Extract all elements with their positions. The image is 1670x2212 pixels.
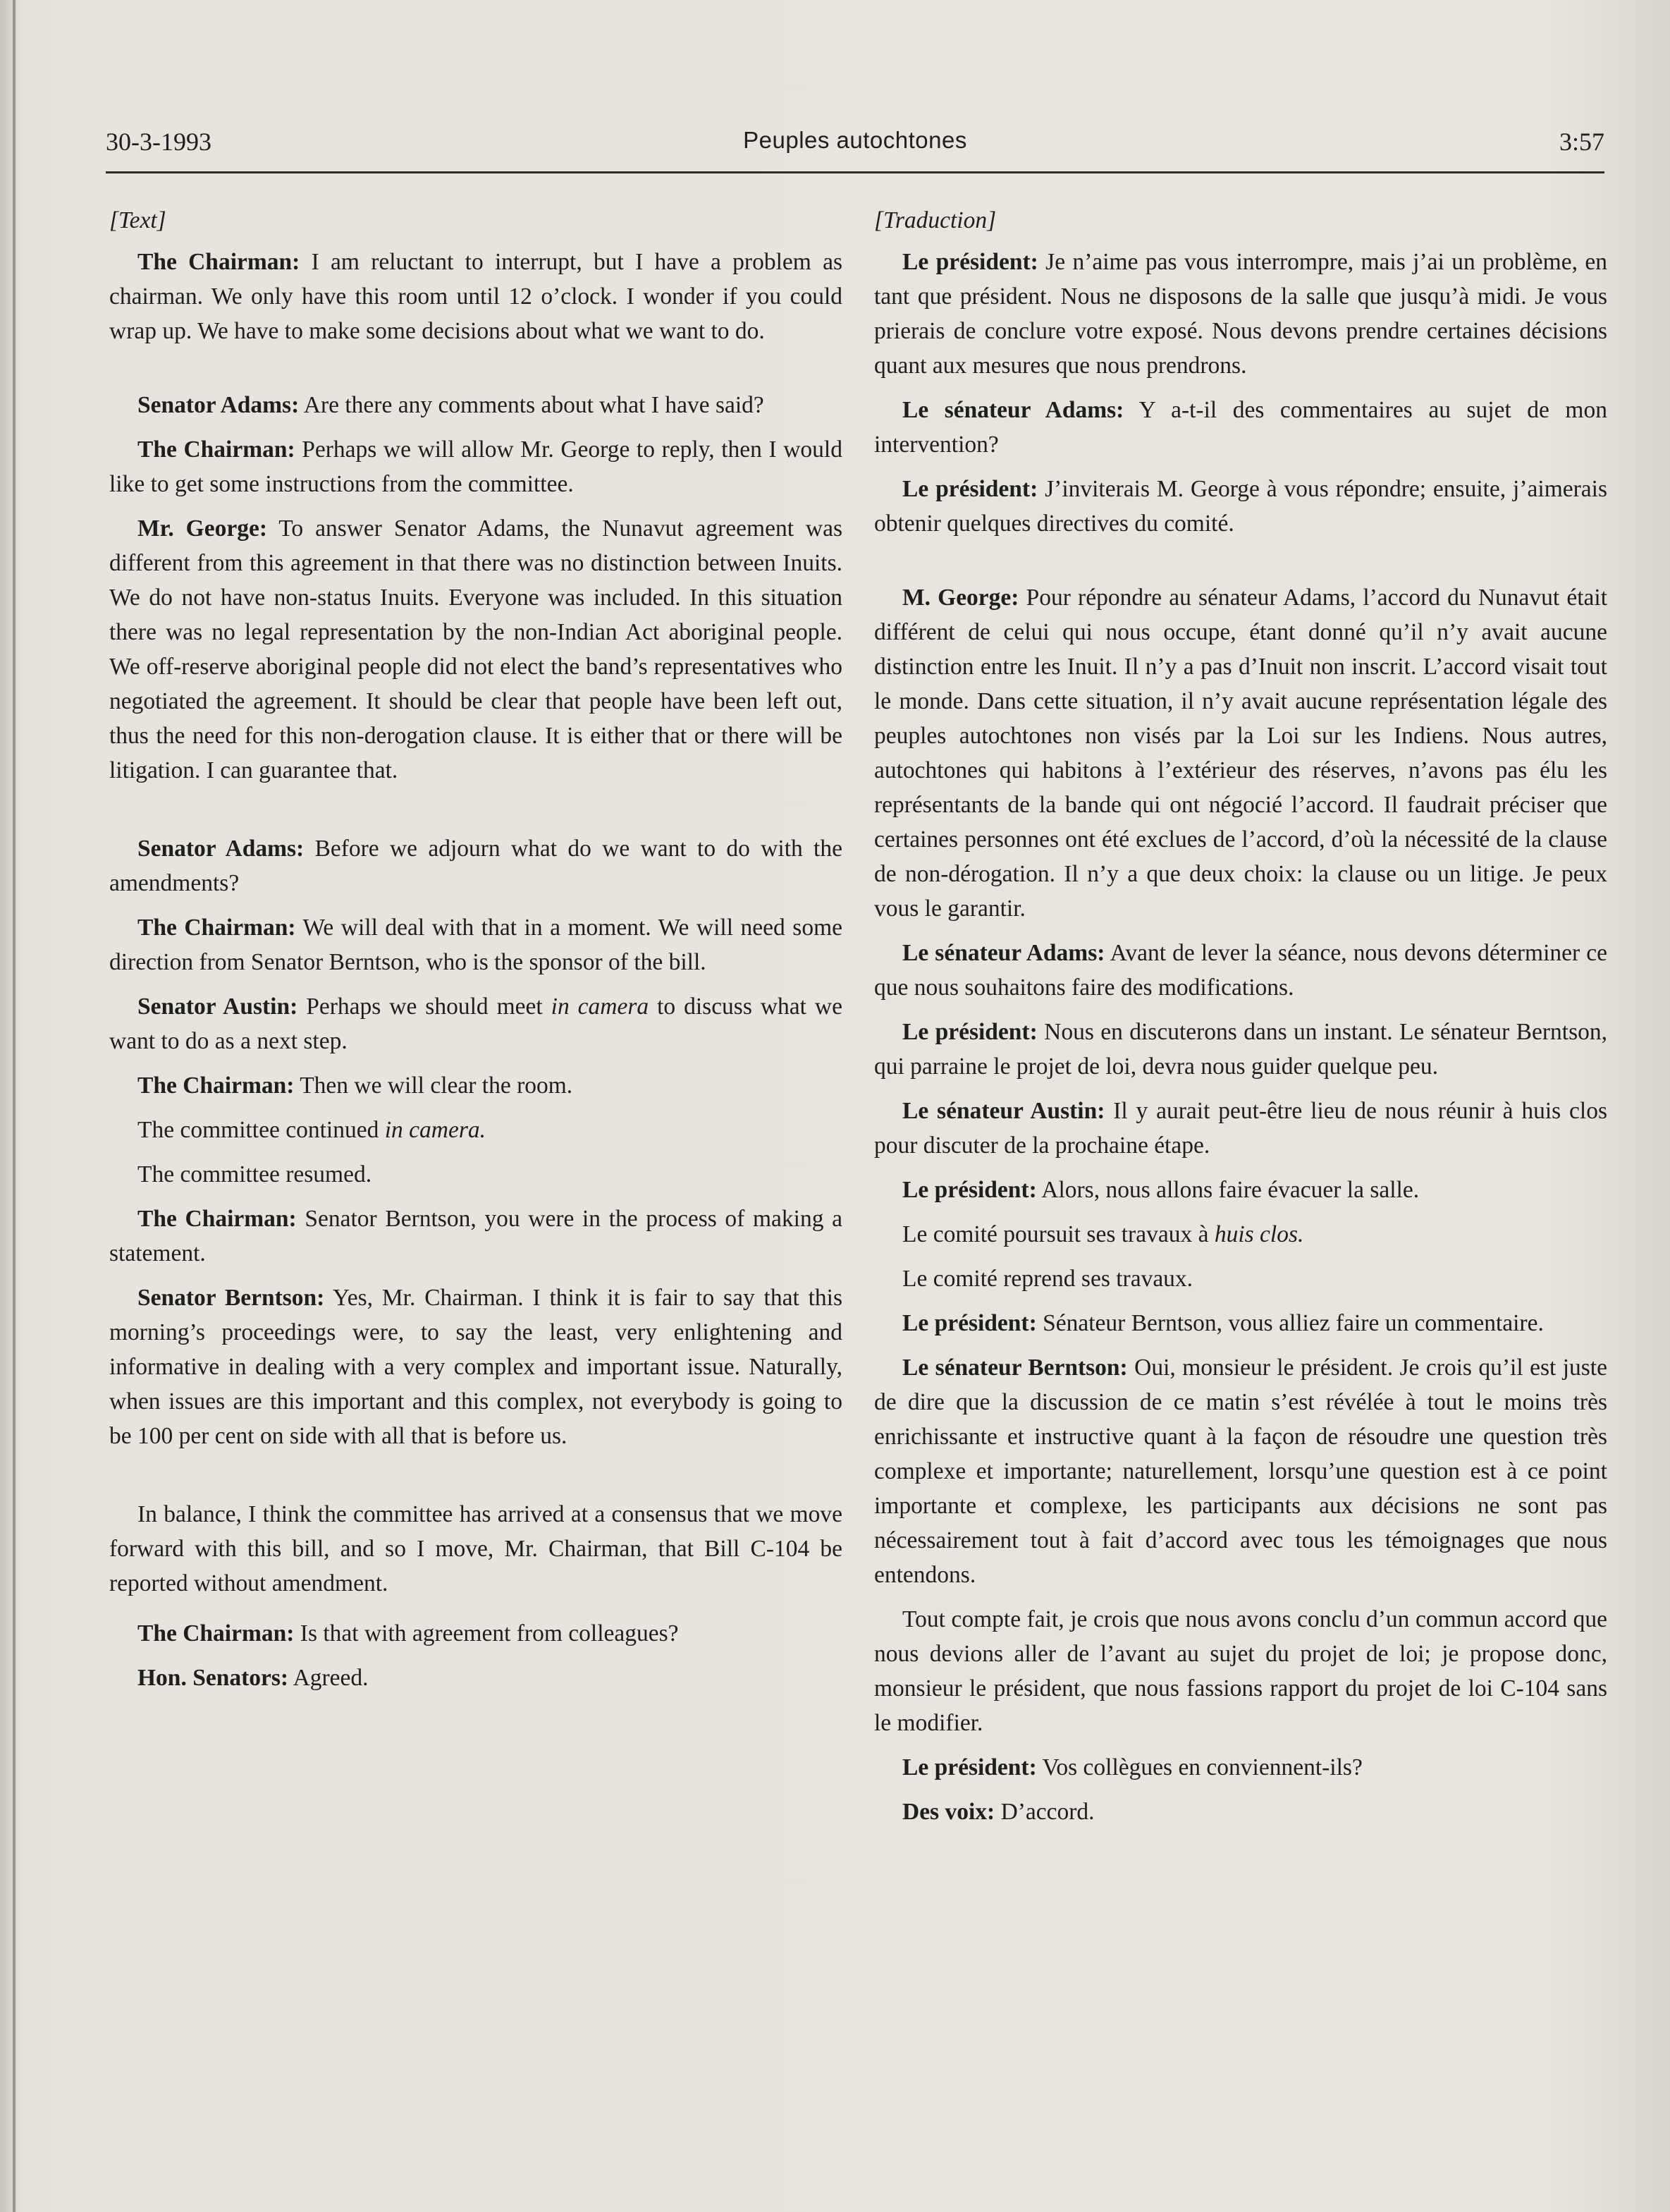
statement-text: Senator Berntson, you were in the process of making a statement.	[109, 1206, 842, 1266]
statement-text: Tout compte fait, je crois que nous avons conclu d’un commun accord que nous devions aller de l’avant au sujet du projet de loi; je propose donc, monsieur le président, que nous fassions rapport du projet de loi C-104 sans le modifier.	[874, 1606, 1607, 1736]
page-header	[106, 127, 1604, 169]
statement	[109, 910, 842, 979]
statement	[874, 1173, 1607, 1207]
statement	[109, 432, 842, 501]
speaker-name: The Chairman:	[137, 1620, 295, 1646]
statement	[109, 388, 842, 422]
section-label: [Traduction]	[874, 207, 997, 233]
statement-text: Le comité reprend ses travaux.	[902, 1266, 1193, 1292]
french-column	[874, 203, 1607, 1839]
speaker-name: The Chairman:	[137, 1073, 295, 1099]
statement-text: Is that with agreement from colleagues?	[294, 1620, 679, 1646]
statement-text: Before we adjourn what do we want to do with the amendments?	[109, 836, 842, 896]
statement-text: Alors, nous allons faire évacuer la salle.	[1036, 1177, 1420, 1203]
statement-text: Then we will clear the room.	[294, 1073, 573, 1099]
statement	[109, 245, 842, 348]
statement	[874, 580, 1607, 926]
statement-text: We will deal with that in a moment. We will need some direction from Senator Berntson, who is the sponsor of the bill.	[109, 915, 842, 975]
statement	[874, 393, 1607, 462]
speaker-name: Le sénateur Adams:	[902, 940, 1105, 966]
statement-text: Nous en discuterons dans un instant. Le sénateur Berntson, qui parraine le projet de loi, devra nous guider quelque peu.	[874, 1019, 1607, 1080]
statement	[874, 1015, 1607, 1084]
procedural-note	[874, 1261, 1607, 1296]
speaker-name: M. George:	[902, 585, 1019, 611]
statement-text: D’accord.	[995, 1799, 1095, 1825]
speaker-name: Le président:	[902, 1177, 1037, 1203]
header-date: 30-3-1993	[106, 128, 211, 156]
speaker-name: Senator Austin:	[137, 994, 298, 1020]
statement-text: Agreed.	[288, 1665, 369, 1691]
procedural-note	[109, 1113, 842, 1147]
statement-text: The committee resumed.	[137, 1161, 372, 1187]
speaker-name: Le sénateur Austin:	[902, 1098, 1105, 1124]
italic-text: huis clos.	[1214, 1221, 1304, 1247]
statement-text: Perhaps we will allow Mr. George to reply, then I would like to get some instructions from the committee.	[109, 436, 842, 497]
speaker-name: Mr. George:	[137, 515, 268, 542]
statement-text: Are there any comments about what I have said?	[299, 392, 764, 418]
speaker-name: The Chairman:	[137, 249, 300, 275]
statement-text: to discuss what we want to do as a next step.	[109, 994, 842, 1054]
speaker-name: Le sénateur Berntson:	[902, 1355, 1128, 1381]
italic-text: in camera.	[384, 1117, 486, 1143]
header-rule	[106, 171, 1604, 173]
statement	[874, 472, 1607, 541]
statement	[109, 989, 842, 1058]
speaker-name: Le président:	[902, 476, 1038, 502]
speaker-name: The Chairman:	[137, 1206, 297, 1232]
section-label-text: Text	[118, 207, 157, 233]
statement	[109, 831, 842, 900]
statement-text: Avant de lever la séance, nous devons déterminer ce que nous souhaitons faire des modifications.	[874, 940, 1607, 1001]
procedural-note	[109, 1157, 842, 1192]
statement	[109, 1068, 842, 1103]
speaker-name: Senator Adams:	[137, 836, 305, 862]
statement-text: The committee continued	[137, 1117, 385, 1143]
italic-text: in camera	[551, 994, 649, 1020]
statement-text: I am reluctant to interrupt, but I have a problem as chairman. We only have this room until 12 o’clock. I wonder if you could wrap up. We have to make some decisions about what we want to do.	[109, 249, 842, 344]
statement-text: Yes, Mr. Chairman. I think it is fair to say that this morning’s proceedings were, to say the least, very enlightening and informative in dealing with a very complex and important issue. Naturally, when issues are this important and this complex, not everybody is going to be 100 per cent on side with all that is before us.	[109, 1285, 843, 1449]
speaker-name: The Chairman:	[137, 436, 295, 463]
statement	[109, 511, 842, 788]
speaker-name: Le président:	[902, 1310, 1037, 1336]
statement	[874, 1602, 1607, 1740]
speaker-name: Le président:	[902, 1754, 1037, 1780]
speaker-name: Senator Adams:	[137, 392, 300, 418]
statement	[109, 1281, 842, 1453]
speaker-name: Le sénateur Adams:	[902, 397, 1124, 423]
header-page-number: 3:57	[1559, 128, 1604, 156]
statement-text: Le comité poursuit ses travaux à	[902, 1221, 1215, 1247]
statement-text: Sénateur Berntson, vous alliez faire un commentaire.	[1036, 1310, 1544, 1336]
statement	[109, 1661, 842, 1695]
statement-text: To answer Senator Adams, the Nunavut agreement was different from this agreement in that there was no distinction between Inuits. We do not have non-status Inuits. Everyone was included. In this situation there was no legal representation by the non-Indian Act aboriginal people. We off-reserve aboriginal people did not elect the band’s representatives who negotiated the agreement. It should be clear that people have been left out, thus the need for this non-derogation clause. It is either that or there will be litigation. I can guarantee that.	[109, 515, 843, 783]
speaker-name: The Chairman:	[137, 915, 296, 941]
statement	[874, 1795, 1607, 1829]
statement	[874, 1306, 1607, 1340]
procedural-note	[874, 1217, 1607, 1252]
binding-edge	[13, 0, 16, 2212]
statement-text: Oui, monsieur le président. Je crois qu’il est juste de dire que la discussion de ce matin s’est révélée à tout le moins très enrichissante et instructive quant à la façon de résoudre une question très complexe et importante; naturellement, lorsqu’une question est à ce point importante et complexe, les participants aux décisions ne sont pas nécessairement tout à fait d’accord avec tous les témoignages que nous entendons.	[874, 1355, 1607, 1588]
statement-text: In balance, I think the committee has arrived at a consensus that we move forward with this bill, and so I move, Mr. Chairman, that Bill C-104 be reported without amendment.	[109, 1501, 842, 1596]
statement-text: Y a-t-il des commentaires au sujet de mon intervention?	[874, 397, 1607, 458]
speaker-name: Hon. Senators:	[137, 1665, 289, 1691]
statement	[874, 245, 1607, 383]
speaker-name: Senator Berntson:	[137, 1285, 325, 1311]
statement-text: Il y aurait peut-être lieu de nous réunir à huis clos pour discuter de la prochaine étape.	[874, 1098, 1607, 1159]
statement-text: Perhaps we should meet	[297, 994, 551, 1020]
speaker-name: Le président:	[902, 249, 1038, 275]
section-label: [Text]	[109, 207, 166, 233]
header-title: Peuples autochtones	[743, 127, 967, 153]
statement-text: Je n’aime pas vous interrompre, mais j’ai un problème, en tant que président. Nous ne disposons de la salle que jusqu’à midi. Je vous prierais de conclure votre exposé. Nous devons prendre certaines décisions quant aux mesures que nous prendrons.	[874, 249, 1607, 379]
statement	[874, 1094, 1607, 1163]
statement-text: Pour répondre au sénateur Adams, l’accord du Nunavut était différent de celui qui nous occupe, étant donné qu’il n’y avait aucune distinction entre les Inuit. Il n’y a pas d’Inuit non inscrit. L’accord visait tout le monde. Dans cette situation, il n’y avait aucune représentation légale des peuples autochtones non visés par la Loi sur les Indiens. Nous autres, autochtones qui habitons à l’extérieur des réserves, n’avons pas élu les représentants de la bande qui ont négocié l’accord. Il faudrait préciser que certaines personnes ont été exclues de l’accord, d’où la nécessité de la clause de non-dérogation. Il n’y a que deux choix: la clause ou un litige. Je peux vous le garantir.	[874, 585, 1607, 922]
statement	[874, 936, 1607, 1005]
statement	[874, 1750, 1607, 1785]
english-column	[109, 203, 842, 1705]
statement-text: J’inviterais M. George à vous répondre; ensuite, j’aimerais obtenir quelques directives du comité.	[874, 476, 1607, 537]
statement	[109, 1616, 842, 1651]
statement	[109, 1202, 842, 1271]
statement	[109, 1497, 842, 1601]
section-label-text: Traduction	[883, 207, 988, 233]
statement	[874, 1350, 1607, 1592]
statement-text: Vos collègues en conviennent-ils?	[1036, 1754, 1363, 1780]
speaker-name: Des voix:	[902, 1799, 995, 1825]
speaker-name: Le président:	[902, 1019, 1038, 1045]
